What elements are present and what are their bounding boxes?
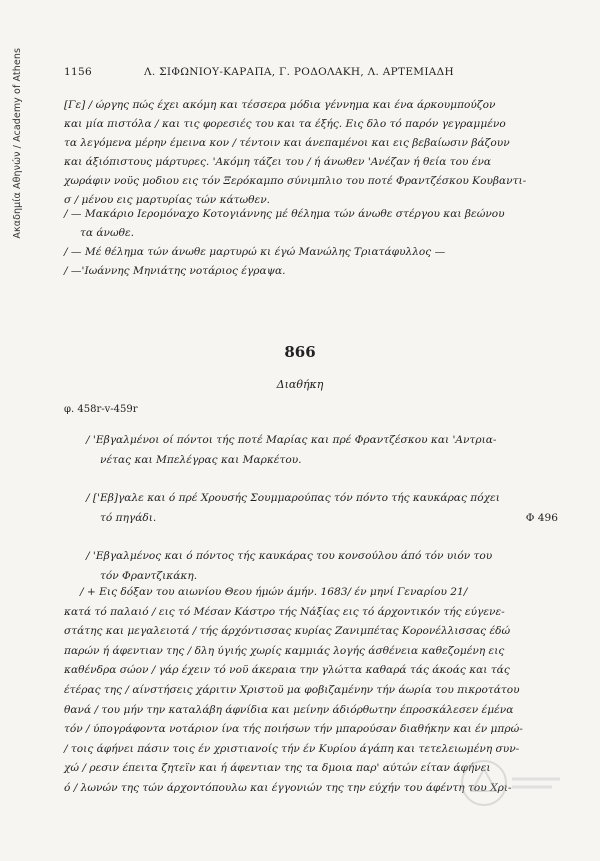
main-line: καθένδρα σώον / γάρ έχειν τό νοϋ άκεραια την γλώττα καθαρά τάς άκοάς και τάς: [64, 664, 510, 677]
main-line: θανά / του μήν την καταλάβη άφνίδια και μείνην άδιόρθωτην έπροσκάλεσεν έμένα: [64, 703, 514, 716]
main-line: στάτης και μεγαλειοτά / τής άρχόντισσας κυρίας Ζανιμπέτας Κορονέλλισσας έδώ: [64, 625, 511, 638]
document-title: Διαθήκη: [276, 378, 324, 391]
signature-line: / —'Ιωάννης Μηνιάτης νοτάριος έγραψα.: [64, 265, 286, 277]
entry-line: νέτας και Μπελέγρας και Μαρκέτου.: [100, 454, 302, 466]
folio-reference: φ. 458r-v-459r: [64, 404, 138, 415]
main-line: κατά τό παλαιό / εις τό Μέσαν Κάστρο τής Νάξίας εις τό άρχοντικόν τής εύγενε-: [64, 605, 505, 618]
main-line: έτέρας της / αίνστήσεις χάριτιν Χριστοϋ μα φοβιζαμένην τήν άωρία του πικροτάτου: [64, 683, 520, 696]
academy-stamp: Ακαδημία Αθηνών / Academy of Athens: [12, 48, 23, 239]
signatures-block: [64, 205, 564, 281]
intro-line: χωράφιν νοϋς μοδιου εις τόν Ξερόκαμπο σύνιμπλιο του ποτέ Φραντζέσκου Κουβαντι-: [64, 175, 527, 187]
page-number: 1156: [64, 66, 92, 78]
main-line: / τοις άφήνει πάσιν τοις έν χριστιανοίς τήν έν Κυρίου άγάπη και τετελειωμένη συν-: [64, 742, 520, 755]
entry-reference: Φ 496: [525, 512, 558, 524]
intro-line: τα λεγόμενα μέρην έμεινα κον / τέντοιν και άνεπαμένοι και εις βεβαίωσιν βάζουν: [64, 137, 510, 149]
entry-item: [86, 430, 564, 470]
entries-list: [86, 430, 564, 604]
entry-line: / ['Εβ]γαλε και ό πρέ Χρουσής Σουμμαρούπας τόν πόντο τής καυκάρας πόχει: [86, 492, 500, 504]
main-line: ό / λωνών της τών άρχοντόπουλω και έγγονιών της την εύχήν του άφέντη του Χρι-: [64, 781, 512, 794]
signature-line: τα άνωθε.: [80, 227, 135, 239]
intro-line: σ / μένου εις μαρτυρίας τών κάτωθεν.: [64, 194, 271, 206]
main-line: παρών ή άφεντιαν της / δλη ύγιής χωρίς καμμιάς λογής άσθένεια καθεζομένη εις: [64, 644, 505, 657]
intro-paragraph: [64, 96, 564, 210]
main-line: χώ / ρεσιν έπειτα ζητεϊν και ή άφεντιαν της τα δμοια παρ' αύτών είταν άφήνει: [64, 762, 491, 775]
main-line: τόν / ύπογράφοντα νοτάριον ίνα τής ποιήσων τήν μπαρούσαν διαθήκην και έν μπρώ-: [64, 723, 523, 736]
entry-item: [86, 488, 564, 528]
intro-line: [Γε] / ώργης πώς έχει ακόμη και τέσσερα μόδια γέννημα και ένα άρκουμπούζον: [64, 99, 496, 111]
signature-line: / — Μέ θέλημα τών άνωθε μαρτυρώ κι έγώ Μανώλης Τριατάφυλλος —: [64, 246, 446, 258]
entry-line: / 'Εβγαλμένοι οί πόντοι τής ποτέ Μαρίας και πρέ Φραντζέσκου και 'Αντρια-: [86, 434, 497, 446]
entry-line: τόν Φραντζικάκη.: [100, 570, 198, 582]
running-title: Λ. ΣΙΦΩΝΙΟΥ-ΚΑΡΑΠΑ, Γ. ΡΟΔΟΛΑΚΗ, Λ. ΑΡΤΕΜΙΑΔΗ: [144, 66, 455, 78]
document-number: 866: [284, 343, 316, 361]
entry-line: / 'Εβγαλμένος και ό πόντος τής καυκάρας του κονσούλου άπό τόν υιόν του: [86, 550, 493, 562]
main-line: / + Εις δόξαν του αιωνίου Θεου ήμών άμήν. 1683/ έν μηνί Γεναρίου 21/: [80, 586, 468, 598]
entry-line: τό πηγάδι.: [100, 512, 157, 524]
intro-line: και άξιόπιστους μάρτυρες. 'Ακόμη τάζει του / ή άνωθεν 'Ανέζαν ή θεία του ένα: [64, 156, 492, 168]
intro-line: και μία πιστόλα / και τις φορεσιές του και τα έξής. Εις δλο τό παρόν γεγραμμένο: [64, 118, 506, 130]
entry-item: [86, 546, 564, 586]
signature-line: / — Μακάριο Ιερομόναχο Κοτογιάννης μέ θέλημα τών άνωθε στέργου και βεώνου: [64, 208, 505, 220]
academy-seal-watermark: [454, 753, 564, 813]
